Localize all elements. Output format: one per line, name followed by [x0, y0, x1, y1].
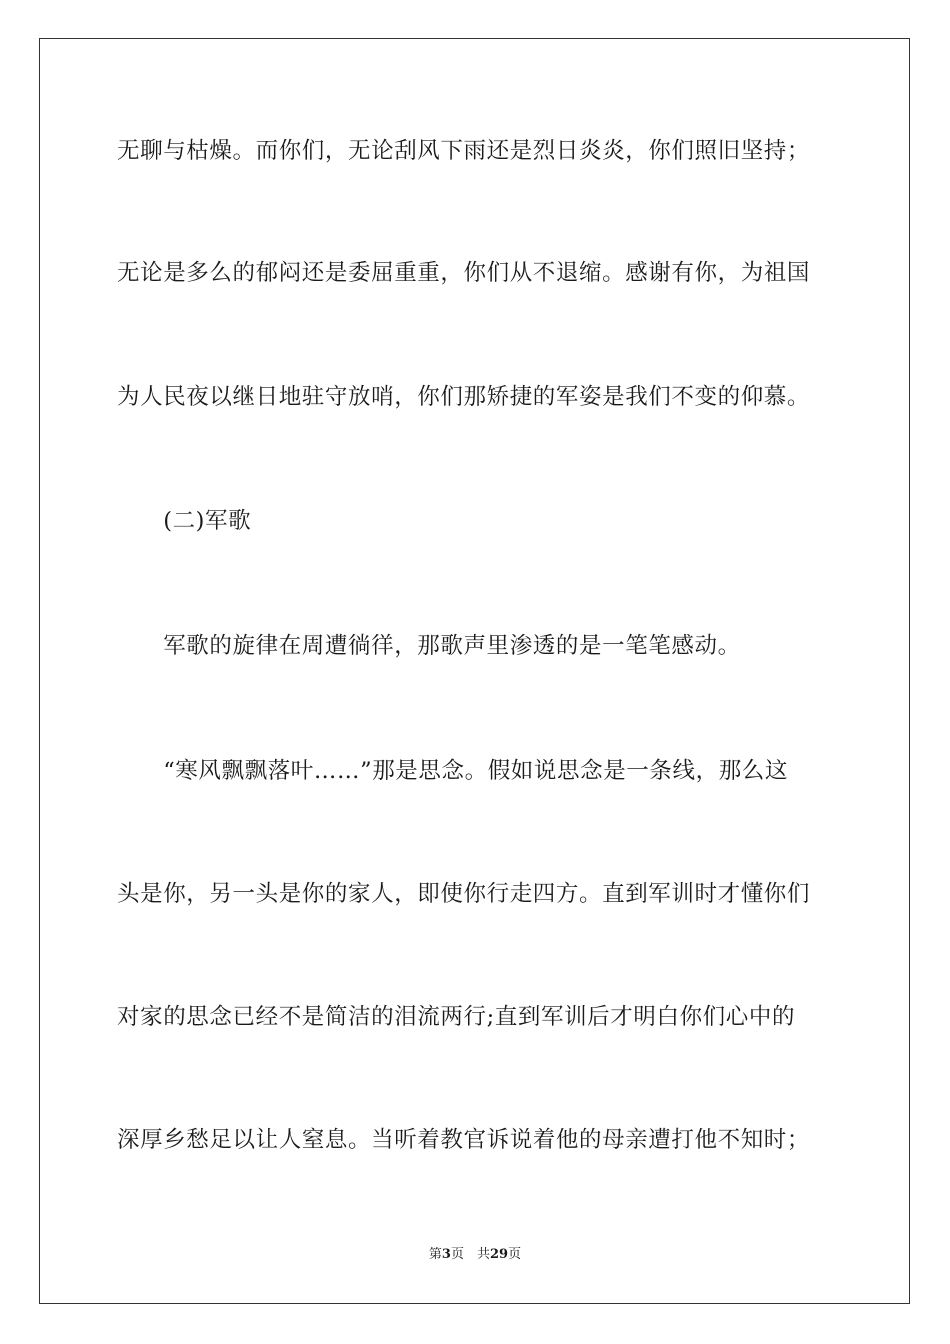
- section-heading: (二)军歌: [117, 508, 252, 534]
- page-number-footer: [0, 1246, 950, 1264]
- body-line-9: 深厚乡愁足以让人窒息。当听着教官诉说着他的母亲遭打他不知时；: [117, 1127, 811, 1153]
- body-line-3: 为人民夜以继日地驻守放哨，你们那矫捷的军姿是我们不变的仰慕。: [117, 384, 811, 410]
- current-page-number: 3: [441, 1247, 451, 1262]
- body-line-7: 头是你，另一头是你的家人，即使你行走四方。直到军训时才懂你们: [117, 881, 811, 907]
- body-line-6: “寒风飘飘落叶……”那是思念。假如说思念是一条线，那么这: [117, 758, 789, 784]
- body-line-5: 军歌的旋律在周遭徜徉，那歌声里渗透的是一笔笔感动。: [117, 633, 741, 659]
- footer-page-mid: 页 共: [450, 1247, 490, 1262]
- total-page-count: 29: [489, 1247, 509, 1262]
- body-line-2: 无论是多么的郁闷还是委屈重重，你们从不退缩。感谢有你，为祖国: [117, 260, 811, 286]
- page-border: [39, 38, 910, 1304]
- footer-page-suffix: 页: [508, 1247, 522, 1262]
- footer-page-prefix: 第: [428, 1247, 442, 1262]
- body-line-1: 无聊与枯燥。而你们，无论刮风下雨还是烈日炎炎，你们照旧坚持；: [117, 138, 811, 164]
- body-line-8: 对家的思念已经不是简洁的泪流两行;直到军训后才明白你们心中的: [117, 1004, 796, 1030]
